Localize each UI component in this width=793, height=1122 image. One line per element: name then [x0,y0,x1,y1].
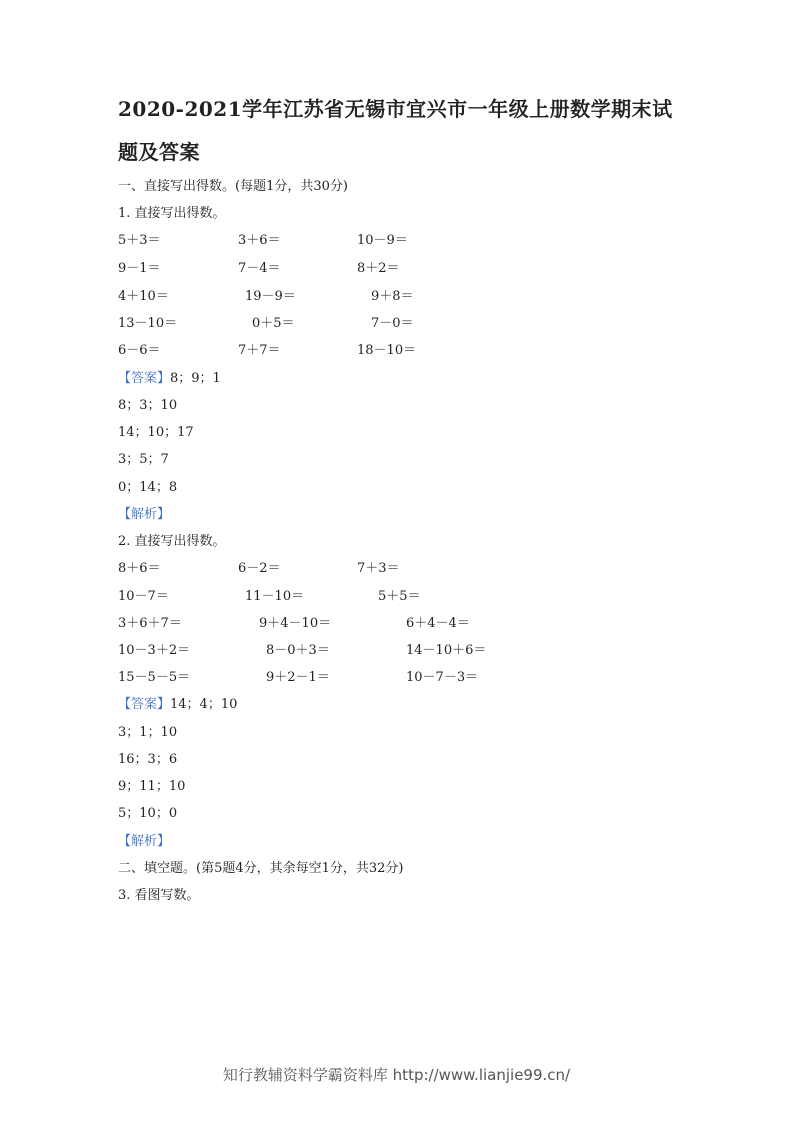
answer-text: 14；4；10 [170,697,238,712]
q2-item: 6－2＝ [238,561,281,576]
q2-item: 9＋4－10＝ [259,616,332,631]
q1-answer-line: 14；10；17 [118,425,194,440]
footer-watermark: 知行教辅资料学霸资料库 http://www.lianjie99.cn/ [222,1066,571,1084]
q2-item: 10－7－3＝ [406,670,479,685]
answer-tag: 【答案】 [118,697,171,712]
q2-item: 8＋6＝ [118,561,161,576]
q2-answer-line: 16；3；6 [118,752,178,767]
q2-item: 9＋2－1＝ [266,670,330,685]
section-1-heading: 一、直接写出得数。(每题1分，共30分) [118,179,348,194]
q1-item: 7－4＝ [238,261,281,276]
q1-item: 13－10＝ [118,316,178,331]
q2-item: 14－10＋6＝ [406,643,487,658]
q1-answer-line: 0；14；8 [118,480,178,495]
q1-answer-line [118,370,221,388]
question-1-label: 1. 直接写出得数。 [118,206,226,221]
q1-item: 18－10＝ [357,343,417,358]
q2-answer-line: 9；11；10 [118,779,186,794]
answer-text: 8；9；1 [170,371,221,386]
q1-item: 4＋10＝ [118,289,169,304]
q1-item: 8＋2＝ [357,261,400,276]
q1-analysis-tag: 【解析】 [118,507,171,522]
document-title-line-2: 题及答案 [118,140,200,164]
q1-answer-line: 8；3；10 [118,398,178,413]
q1-item: 19－9＝ [245,289,296,304]
q2-item: 6＋4－4＝ [406,616,470,631]
q2-item: 10－7＝ [118,589,169,604]
q1-item: 3＋6＝ [238,233,281,248]
q1-item: 6－6＝ [118,343,161,358]
q2-answer-line: 3；1；10 [118,725,178,740]
q2-item: 3＋6＋7＝ [118,616,182,631]
q1-answer-line: 3；5；7 [118,452,169,467]
q2-item: 5＋5＝ [378,589,421,604]
q1-item: 10－9＝ [357,233,408,248]
q2-item: 11－10＝ [245,589,305,604]
section-2-heading: 二、填空题。(第5题4分，其余每空1分，共32分) [118,861,404,876]
q2-item: 7＋3＝ [357,561,400,576]
q2-answer-line: 5；10；0 [118,806,178,821]
question-2-label: 2. 直接写出得数。 [118,534,226,549]
q2-item: 15－5－5＝ [118,670,191,685]
q1-item: 7－0＝ [371,316,414,331]
answer-tag: 【答案】 [118,371,171,386]
q1-item: 0＋5＝ [252,316,295,331]
document-title-line-1: 2020-2021学年江苏省无锡市宜兴市一年级上册数学期末试 [118,97,673,121]
q2-answer-line [118,696,237,714]
q1-item: 9＋8＝ [371,289,414,304]
q1-item: 7＋7＝ [238,343,281,358]
question-3-label: 3. 看图写数。 [118,888,200,903]
q1-item: 9－1＝ [118,261,161,276]
q1-item: 5＋3＝ [118,233,161,248]
q2-item: 8－0＋3＝ [266,643,330,658]
q2-item: 10－3＋2＝ [118,643,191,658]
q2-analysis-tag: 【解析】 [118,834,171,849]
